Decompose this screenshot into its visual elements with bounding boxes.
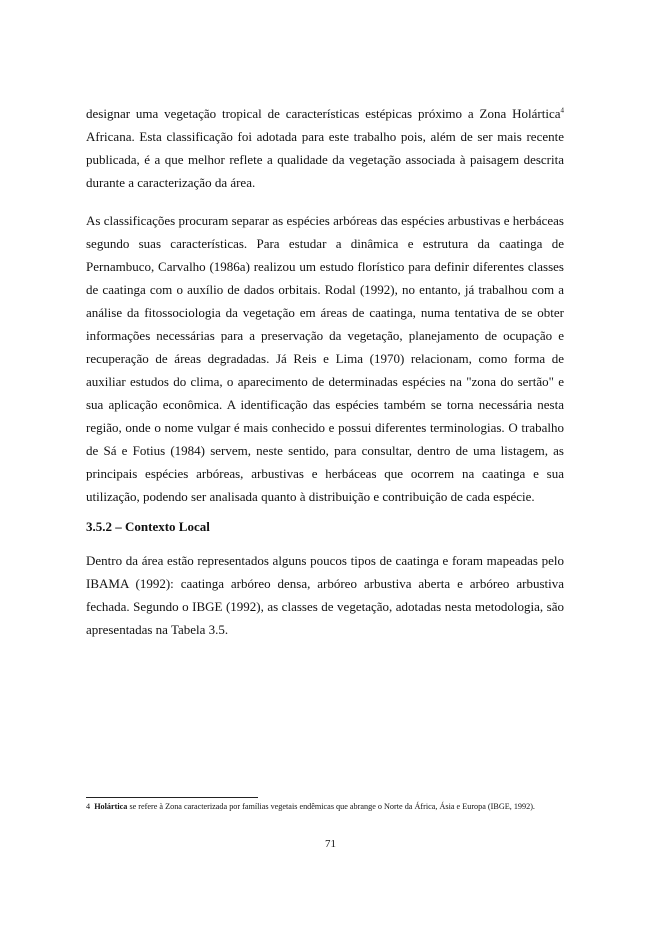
body-paragraph-2: As classificações procuram separar as espécies arbóreas das espécies arbustivas e herbáceas segundo suas características. Para estudar a dinâmica e estrutura da caatinga de Pernambuco, Carvalho (1986a) realizou um estudo florístico para definir diferentes classes de caatinga com o auxílio de dados orbitais. Rodal (1992), no entanto, já trabalhou com a análise da fitossociologia da vegetação em áreas de caatinga, numa tentativa de se obter informações necessárias para a preservação da vegetação, planejamento de ocupação e recuperação de áreas degradadas. Já Reis e Lima (1970) relacionam, como forma de auxiliar estudos do clima, o aparecimento de determinadas espécies na "zona do sertão" e sua aplicação econômica. A identificação das espécies também se torna necessária nesta região, onde o nome vulgar é mais conhecido e possui diferentes terminologias. O trabalho de Sá e Fotius (1984) servem, neste sentido, para consultar, dentro de uma listagem, as principais espécies arbóreas, arbustivas e herbáceas que ocorrem na caatinga e sua utilização, podendo ser analisada quanto à distribuição e contribuição de cada espécie. <box>86 213 564 504</box>
footnote-text: se refere à Zona caracterizada por famílias vegetais endêmicas que abrange o Norte da África, Ásia e Europa (IBGE, 1992). <box>127 802 535 811</box>
footnote-marker: 4 <box>86 802 91 811</box>
footnote-divider <box>86 797 258 798</box>
paragraph-1-text-end: Africana. Esta classificação foi adotada para este trabalho pois, além de ser mais recente publicada, é a que melhor reflete a qualidade da vegetação associada à paisagem descrita durante a caracterização da área. <box>86 129 564 190</box>
footnote-term: Holártica <box>94 802 128 811</box>
page-number: 71 <box>325 838 336 850</box>
footnote-reference-4: 4 <box>560 106 564 115</box>
paragraph-1-text-start: designar uma vegetação tropical de características estépicas próximo a Zona Holártica <box>86 106 561 121</box>
body-paragraph-1 <box>86 102 564 194</box>
footnote <box>86 801 564 813</box>
section-heading: 3.5.2 – Contexto Local <box>86 519 210 534</box>
body-paragraph-3: Dentro da área estão representados alguns poucos tipos de caatinga e foram mapeadas pelo IBAMA (1992): caatinga arbóreo densa, arbóreo arbustiva aberta e arbóreo arbustiva fechada. Segundo o IBGE (1992), as classes de vegetação, adotadas nesta metodologia, são apresentadas na Tabela 3.5. <box>86 553 564 637</box>
